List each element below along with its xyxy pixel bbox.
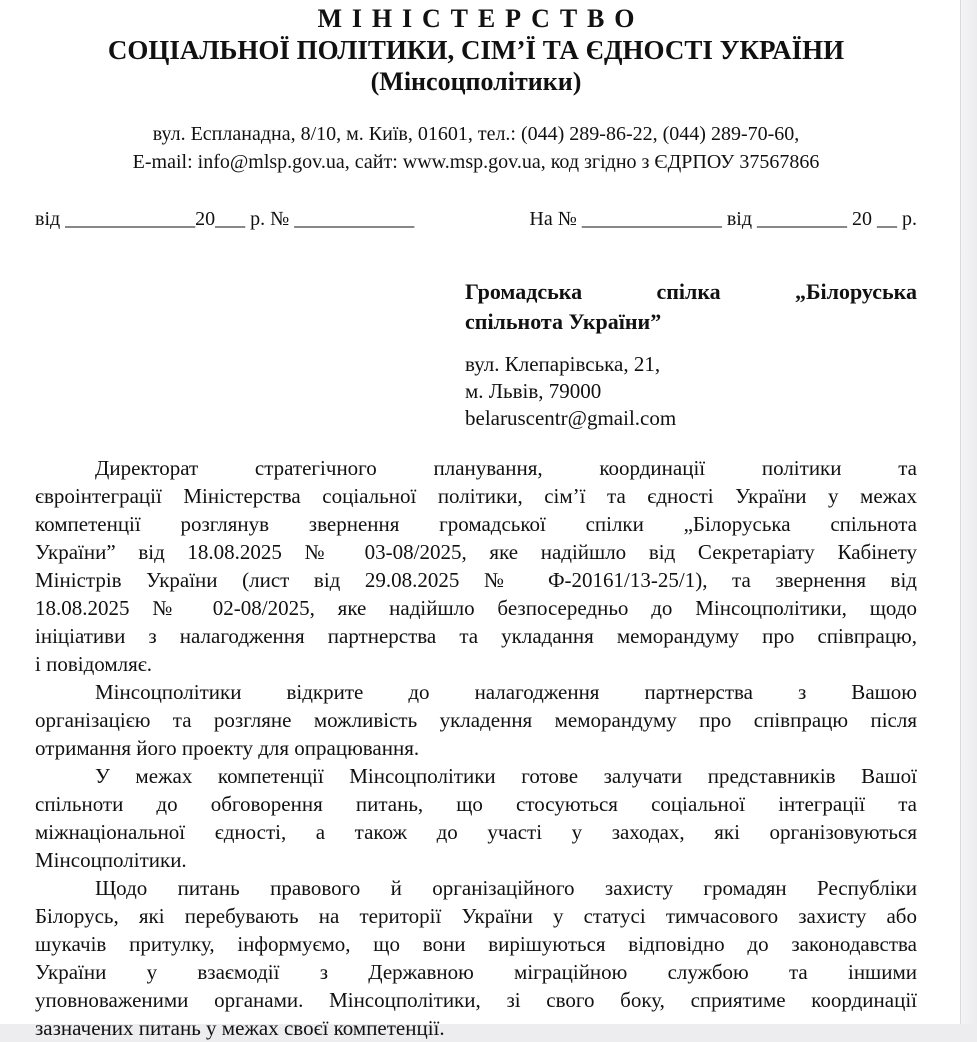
contact-info [35, 120, 917, 176]
text-line: шукачів притулку, інформуємо, що вони вирішуються відповідно до законодавства [35, 932, 917, 956]
paragraph [35, 454, 917, 678]
text-line: Міністрів України (лист від 29.08.2025 № Ф-20161/13-25/1), та звернення від [35, 568, 917, 592]
text-line: Щодо питань правового й організаційного захисту громадян Республіки [95, 876, 917, 900]
text-line: Громадська спілка „Білоруська [465, 279, 917, 304]
recipient-address [465, 351, 917, 432]
text-line: уповноваженими органами. Мінсоцполітики, зі свого боку, сприятиме координації [35, 988, 917, 1012]
recipient-name [465, 277, 917, 337]
text-line: зазначених питань у межах своєї компетенції. [35, 1016, 445, 1040]
reference-line [35, 207, 917, 231]
ministry-title: МІНІСТЕРСТВО [317, 4, 645, 33]
text-line: України у взаємодії з Державною міграційною службою та іншими [35, 960, 917, 984]
recipient-block [465, 277, 917, 432]
incoming-number-blank: На № ______________ від _________ 20 __ р. [529, 208, 917, 230]
text-line: організацією та розгляне можливість укладення меморандуму про співпрацю після [35, 708, 917, 732]
text-line: і повідомляє. [35, 652, 153, 676]
text-line: міжнаціональної єдності, а також до участі у заходах, які організовуються [35, 820, 917, 844]
text-line: спільнота України” [465, 309, 662, 334]
text-line: отримання його проекту для опрацювання. [35, 736, 420, 760]
text-line: України” від 18.08.2025 № 03-08/2025, яке надійшло від Секретаріату Кабінету [35, 540, 917, 564]
outgoing-number-blank: від _____________20___ р. № ____________ [35, 208, 415, 230]
ministry-full-name: СОЦІАЛЬНОЇ ПОЛІТИКИ, СІМ’Ї ТА ЄДНОСТІ УКРАЇНИ [107, 35, 845, 65]
text-line: 18.08.2025 № 02-08/2025, яке надійшло безпосередньо до Мінсоцполітики, щодо [35, 596, 917, 620]
letter-body [35, 454, 917, 1042]
text-line: вул. Клепарівська, 21, [465, 352, 661, 376]
text-line: Білорусь, які перебувають на території України у статусі тимчасового захисту або [35, 904, 917, 928]
text-line: спільноти до обговорення питань, що стосуються соціальної інтеграції та [35, 792, 917, 816]
paragraph [35, 874, 917, 1042]
text-line: Директорат стратегічного планування, координації політики та [95, 456, 917, 480]
paragraph [35, 678, 917, 762]
text-line: компетенції розглянув звернення громадської спілки „Білоруська спільнота [35, 512, 917, 536]
text-line: Мінсоцполітики. [35, 848, 187, 872]
text-line: У межах компетенції Мінсоцполітики готове залучати представників Вашої [95, 764, 917, 788]
contact-email-site: E-mail: info@mlsp.gov.ua, сайт: www.msp.gov.ua, код згідно з ЄДРПОУ 37567866 [132, 151, 820, 173]
text-line: євроінтеграції Міністерства соціальної політики, сім’ї та єдності України у межах [35, 484, 917, 508]
letter-content [35, 0, 917, 1042]
viewer-page-edge [960, 0, 977, 1024]
text-line: м. Львів, 79000 [465, 379, 602, 403]
text-line: belaruscentr@gmail.com [465, 406, 677, 430]
contact-address-phone: вул. Еспланадна, 8/10, м. Київ, 01601, тел.: (044) 289-86-22, (044) 289-70-60, [152, 123, 800, 145]
ministry-short-name: (Мінсоцполітики) [370, 67, 582, 96]
text-line: ініціативи з налагодження партнерства та укладання меморандуму про співпрацю, [35, 624, 917, 648]
text-line: Мінсоцполітики відкрите до налагодження партнерства з Вашою [95, 680, 917, 704]
paragraph [35, 762, 917, 874]
